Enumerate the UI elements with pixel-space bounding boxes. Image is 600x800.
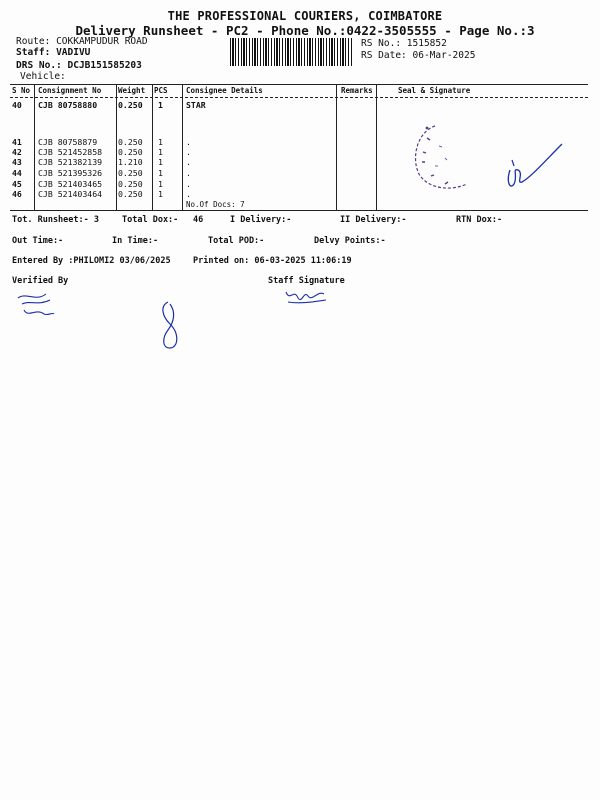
cell-pcs: 1 [158,100,163,110]
rs-no-value: 1515852 [406,38,447,49]
rs-no-label: RS No.: [361,38,402,49]
col-divider [152,84,153,210]
cell-pcs: 1 [158,189,163,199]
rs-date-value: 06-Mar-2025 [412,50,476,61]
cell-consignment: CJB 521403464 [38,189,103,199]
no-of-docs: No.Of Docs: 7 [186,200,245,209]
printed-on: Printed on: 06-03-2025 11:06:19 [193,256,352,266]
cell-details: STAR [186,100,206,110]
col-divider [336,84,337,210]
route-line [16,36,148,47]
table-top-rule [10,84,588,85]
cell-pcs: 1 [158,168,163,178]
total-dox-label: Total Dox:- [122,215,179,225]
col-header: S No [12,86,31,95]
cell-weight: 0.250 [118,189,143,199]
cell-sno: 45 [12,179,22,189]
staff-line [16,47,90,58]
runsheet-subtitle: Delivery Runsheet - PC2 - Phone No.:0422-3505555 - Page No.:3 [75,23,535,38]
total-pod: Total POD:- [208,236,265,246]
cell-sno: 43 [12,157,22,167]
delvy-points: Delvy Points:- [314,236,386,246]
route-value: COKKAMPUDUR ROAD [56,36,148,47]
rtn-dox: RTN Dox:- [456,215,503,225]
cell-consignment: CJB 521452858 [38,147,103,157]
tot-runsheet: Tot. Runsheet:- 3 [12,215,99,225]
in-time: In Time:- [112,236,159,246]
rs-no-line [361,38,447,49]
drs-value: DCJB151585203 [67,60,142,71]
cell-details: . [186,168,191,178]
vehicle-label: Vehicle: [20,71,66,82]
col-divider [182,84,183,210]
col-divider [34,84,35,210]
cell-details: . [186,157,191,167]
company-title: THE PROFESSIONAL COURIERS, COIMBATORE [167,9,443,23]
barcode [230,38,352,66]
staff-label: Staff: [16,47,51,58]
col-header: Weight [118,86,146,95]
cell-details: . [186,137,191,147]
cell-consignment: CJB 80758879 [38,137,98,147]
staff-value: VADIVU [56,47,91,58]
cell-consignment: CJB 80758880 [38,100,98,110]
cell-weight: 0.250 [118,147,143,157]
cell-pcs: 1 [158,179,163,189]
cell-pcs: 1 [158,147,163,157]
drs-label: DRS No.: [16,60,62,71]
cell-weight: 1.210 [118,157,143,167]
cell-sno: 40 [12,100,22,110]
rs-date-label: RS Date: [361,50,407,61]
col-header: PCS [154,86,168,95]
cell-sno: 44 [12,168,22,178]
ii-delivery: II Delivery:- [340,215,407,225]
cell-sno: 41 [12,137,22,147]
cell-weight: 0.250 [118,137,143,147]
cell-details: . [186,179,191,189]
cell-sno: 46 [12,189,22,199]
verified-by: Verified By [12,276,69,286]
col-header: Consignment No [38,86,102,95]
i-delivery: I Delivery:- [230,215,292,225]
cell-weight: 0.250 [118,168,143,178]
cell-weight: 0.250 [118,100,143,110]
route-label: Route: [16,36,51,47]
cell-consignment: CJB 521395326 [38,168,103,178]
cell-pcs: 1 [158,157,163,167]
entered-by: Entered By :PHILOMI2 03/06/2025 [12,256,171,266]
col-header: Seal & Signature [398,86,471,95]
cell-consignment: CJB 521403465 [38,179,103,189]
staff-signature [284,284,328,306]
col-divider [376,84,377,210]
col-divider [116,84,117,210]
cell-details: . [186,147,191,157]
col-header: Consignee Details [186,86,263,95]
delivery-stamp [405,118,485,198]
rs-date-line [361,50,475,61]
handwritten-number-eight [156,300,186,352]
cell-sno: 42 [12,147,22,157]
col-header: Remarks [341,86,373,95]
total-dox-value: 46 [193,215,204,225]
verified-signature [16,288,56,320]
cell-pcs: 1 [158,137,163,147]
cell-weight: 0.250 [118,179,143,189]
seal-signature [500,140,570,195]
drs-line [16,60,142,71]
cell-consignment: CJB 521382139 [38,157,103,167]
table-header-rule [10,97,588,98]
staff-signature-label: Staff Signature [268,276,345,286]
table-bottom-rule [10,210,588,211]
cell-details: . [186,189,191,199]
out-time: Out Time:- [12,236,64,246]
